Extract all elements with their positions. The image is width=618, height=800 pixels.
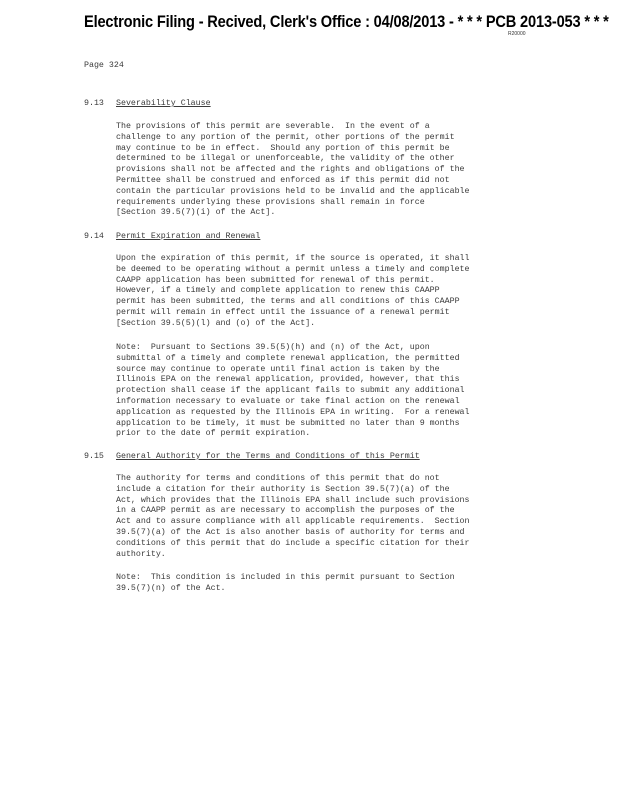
section-number: 9.14: [84, 232, 104, 241]
section-title: Permit Expiration and Renewal: [116, 232, 261, 241]
section-number: 9.15: [84, 452, 104, 461]
section-9-13-paragraph: The provisions of this permit are severable. In the event of a challenge to any portion of the permit, other portions of the permit may continue to be in effect. Should any portion of this permit be determined to be illegal or unenforceable, the validity of the other provisions shall not be affected and the rights and obligations of the Permittee shall be construed and enforced as if this permit did not contain the particular provisions held to be invalid and the applicable requirements underlying these provisions shall remain in force [Section 39.5(7)(i) of the Act].: [116, 122, 470, 218]
section-title: General Authority for the Terms and Conditions of this Permit: [116, 452, 420, 461]
filing-stamp-code: R20000: [508, 31, 526, 37]
filing-stamp-header: Electronic Filing - Recived, Clerk's Office : 04/08/2013 - * * * PCB 2013-053 * * *: [84, 12, 609, 31]
section-9-14-note: Note: Pursuant to Sections 39.5(5)(h) and (n) of the Act, upon submittal of a timely and complete renewal application, the permitted source may continue to operate until final action is taken by the Illinois EPA on the renewal application, provided, however, that this protection shall cease if the applicant fails to submit any additional information necessary to evaluate or take final action on the renewal application as requested by the Illinois EPA in writing. For a renewal application to be timely, it must be submitted no later than 9 months prior to the date of permit expiration.: [116, 343, 470, 439]
section-title: Severability Clause: [116, 99, 211, 108]
section-9-15-note: Note: This condition is included in this permit pursuant to Section 39.5(7)(n) of the Act.: [116, 573, 455, 593]
page-number: Page 324: [84, 61, 124, 70]
section-9-15-paragraph: The authority for terms and conditions of this permit that do not include a citation for their authority is Section 39.5(7)(a) of the Act, which provides that the Illinois EPA shall include such provisions in a CAAPP permit as are necessary to accomplish the purposes of the Act and to assure compliance with all applicable requirements. Section 39.5(7)(a) of the Act is also another basis of authority for terms and conditions of this permit that do include a specific citation for their authority.: [116, 474, 470, 559]
section-number: 9.13: [84, 99, 104, 108]
section-9-14-paragraph: Upon the expiration of this permit, if the source is operated, it shall be deemed to be operating without a permit unless a timely and complete CAAPP application has been submitted for renewal of this permit. However, if a timely and complete application to renew this CAAPP permit has been submitted, the terms and all conditions of this CAAPP permit will remain in effect until the issuance of a renewal permit [Section 39.5(5)(l) and (o) of the Act].: [116, 254, 470, 328]
